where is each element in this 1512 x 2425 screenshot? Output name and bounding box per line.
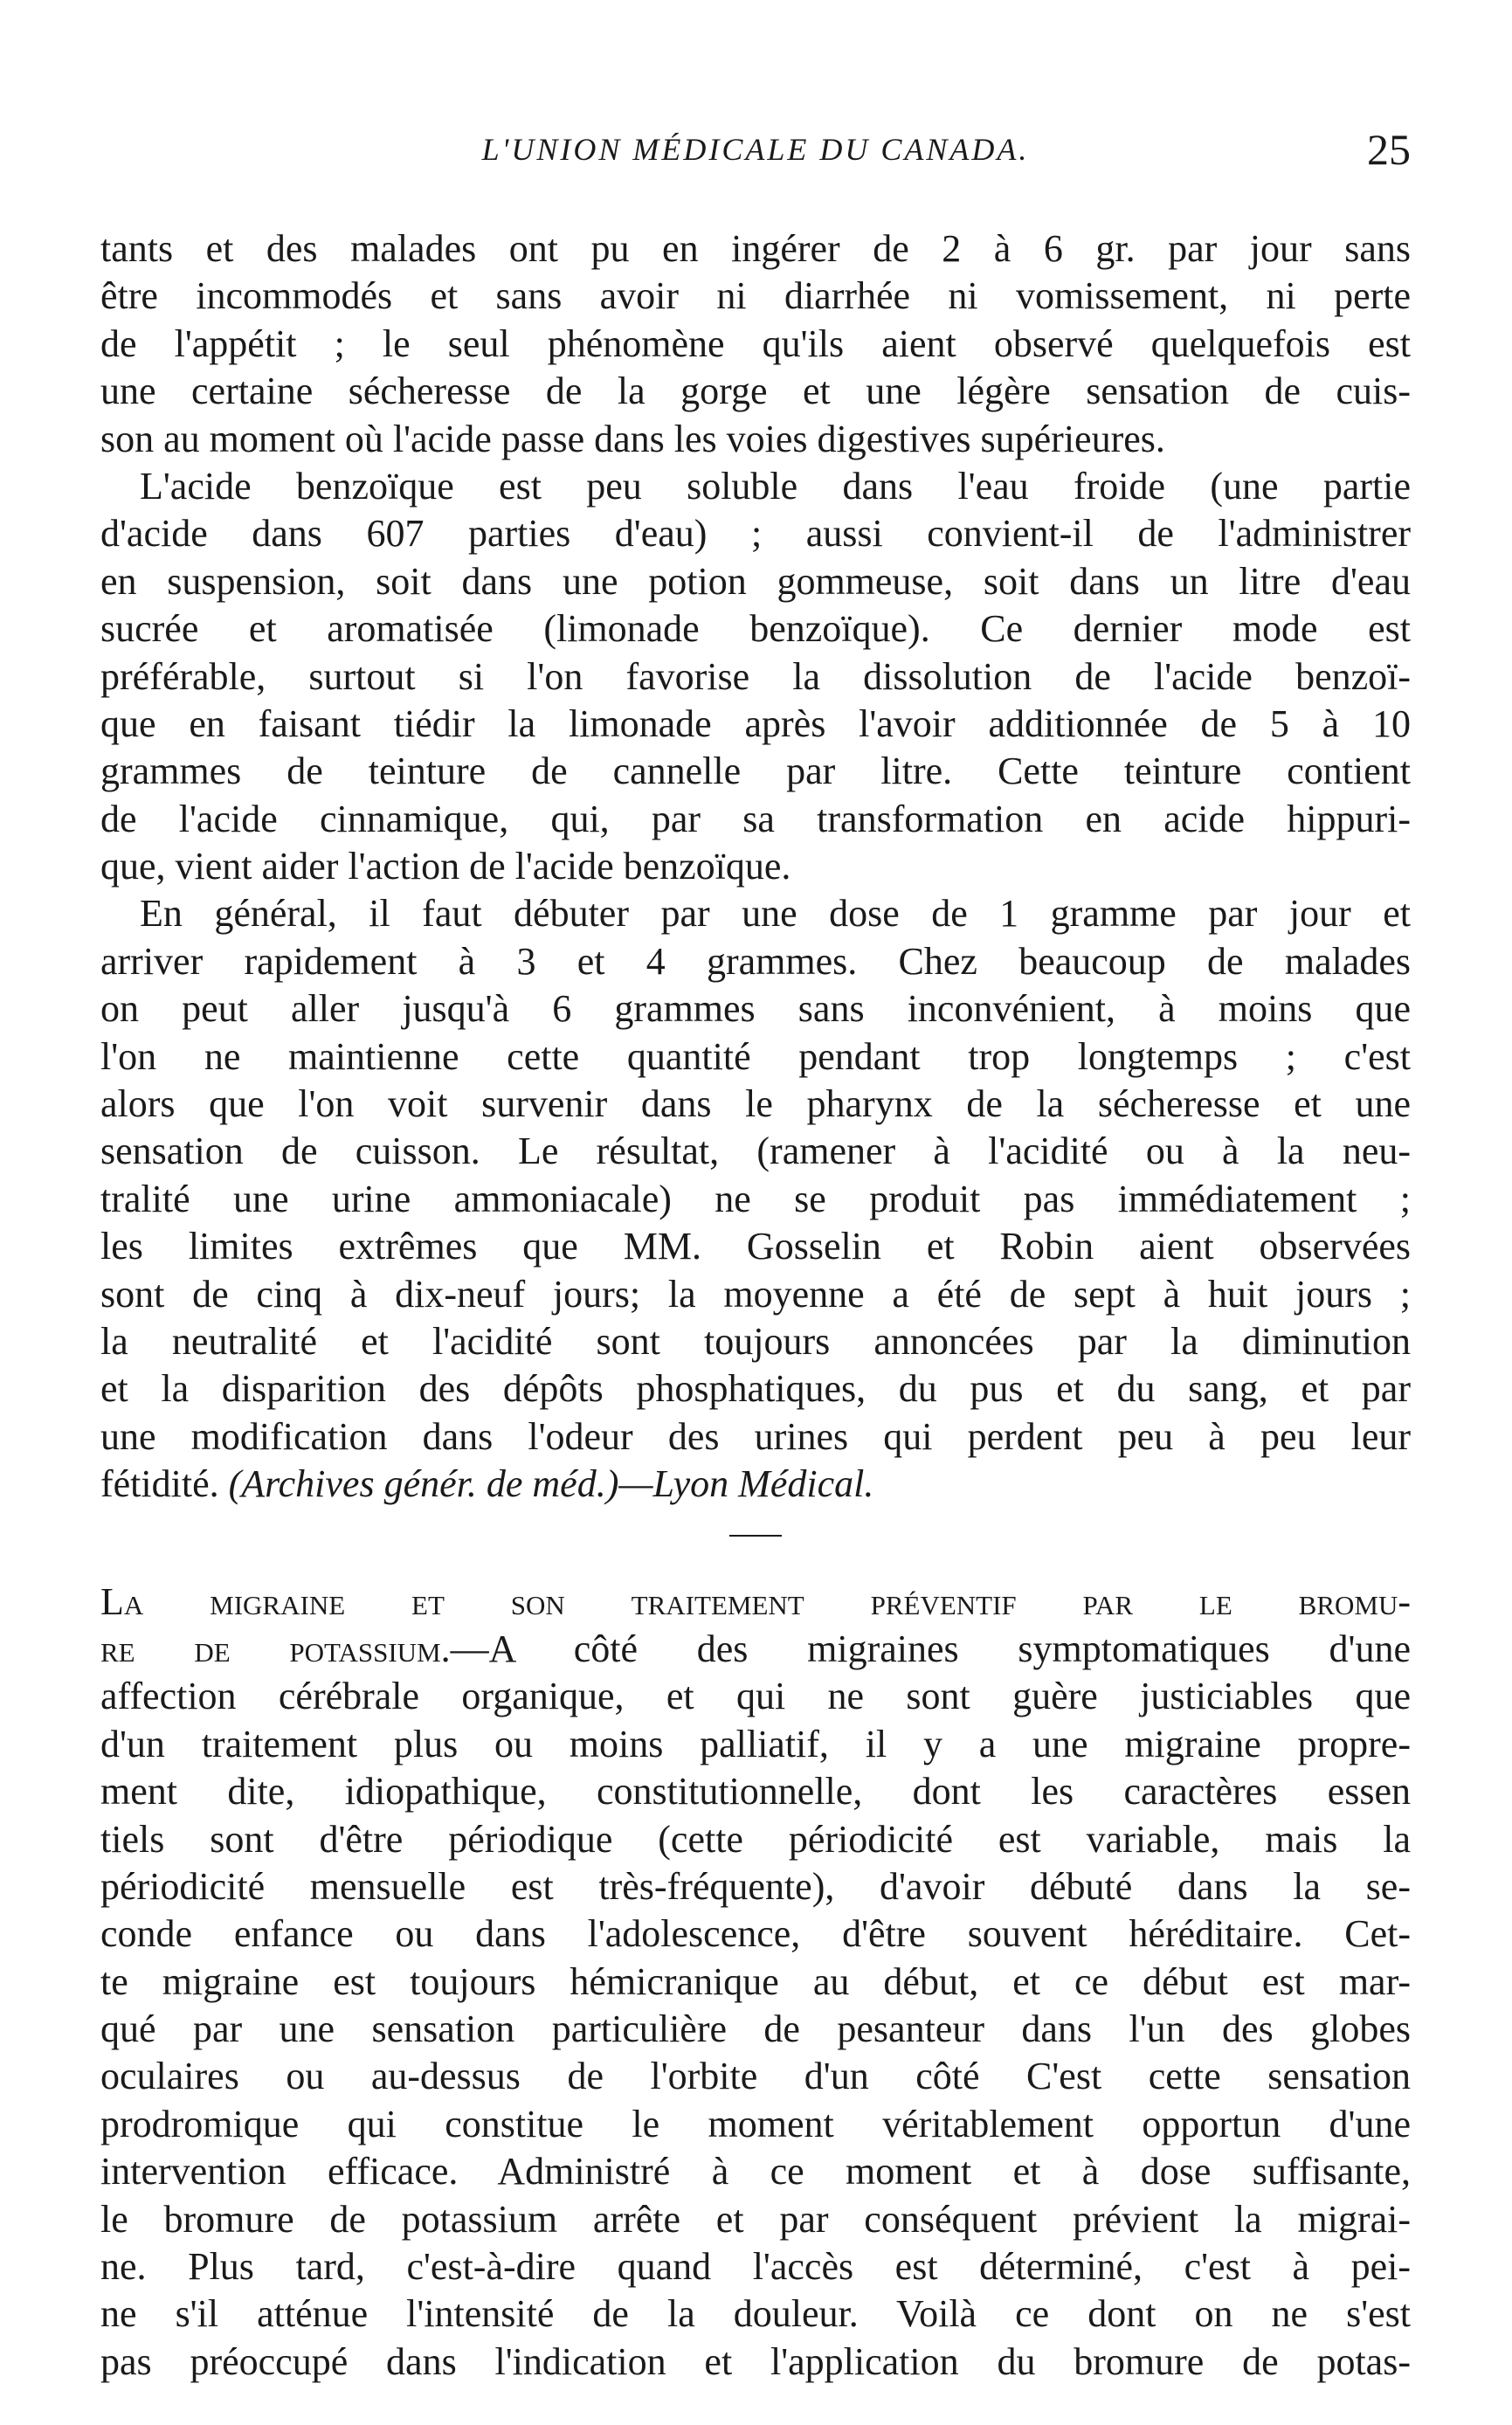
text-line: te migraine est toujours hémicranique au début, et ce début est mar- bbox=[100, 1959, 1411, 2003]
text-line: ne s'il atténue l'intensité de la douleur. Voilà ce dont on ne s'est bbox=[100, 2292, 1411, 2336]
text-line: intervention efficace. Administré à ce moment et à dose suffisante, bbox=[100, 2150, 1411, 2194]
text-line: pas préoccupé dans l'indication et l'application du bromure de potas- bbox=[100, 2339, 1411, 2383]
body-text bbox=[100, 225, 1411, 2386]
spacer bbox=[100, 1554, 1411, 1579]
text-line: sensation de cuisson. Le résultat, (ramener à l'acidité ou à la neu- bbox=[100, 1130, 1411, 1173]
text-fragment: —A côté des migraines symptomatiques d'une bbox=[450, 1627, 1411, 1670]
text-line: périodicité mensuelle est très-fréquente), d'avoir débuté dans la se- bbox=[100, 1864, 1411, 1908]
text-line: L'acide benzoïque est peu soluble dans l'eau froide (une partie bbox=[140, 464, 1411, 508]
text-line: on peut aller jusqu'à 6 grammes sans inconvénient, à moins que bbox=[100, 987, 1411, 1031]
page-number: 25 bbox=[1367, 125, 1411, 174]
section-heading: La migraine et son traitement préventif par le bromu- bbox=[100, 1579, 1411, 1623]
text-line: que, vient aider l'action de l'acide benzoïque. bbox=[100, 845, 791, 888]
text-line: une modification dans l'odeur des urines qui perdent peu à peu leur bbox=[100, 1414, 1411, 1458]
text-line: être incommodés et sans avoir ni diarrhée ni vomissement, ni perte bbox=[100, 274, 1411, 318]
page-header bbox=[100, 125, 1411, 183]
running-title: L'UNION MÉDICALE DU CANADA. bbox=[481, 132, 1030, 167]
text-line: de l'acide cinnamique, qui, par sa transformation en acide hippuri- bbox=[100, 797, 1411, 840]
text-fragment: fétidité. bbox=[100, 1462, 229, 1506]
text-line: tiels sont d'être périodique (cette périodicité est variable, mais la bbox=[100, 1817, 1411, 1861]
text-line: préférable, surtout si l'on favorise la dissolution de l'acide benzoï- bbox=[100, 654, 1411, 698]
text-line: affection cérébrale organique, et qui ne sont guère justiciables que bbox=[100, 1675, 1411, 1718]
text-line: le bromure de potassium arrête et par conséquent prévient la migrai- bbox=[100, 2197, 1411, 2241]
text-line: ment dite, idiopathique, constitutionnelle, dont les caractères essen bbox=[100, 1770, 1411, 1814]
text-line: qué par une sensation particulière de pesanteur dans l'un des globes bbox=[100, 2007, 1411, 2051]
text-line: grammes de teinture de cannelle par litre. Cette teinture contient bbox=[100, 750, 1411, 793]
text-line: les limites extrêmes que MM. Gosselin et Robin aient observées bbox=[100, 1225, 1411, 1268]
text-line: de l'appétit ; le seul phénomène qu'ils aient observé quelquefois est bbox=[100, 321, 1411, 365]
text-line: d'acide dans 607 parties d'eau) ; aussi convient-il de l'administrer bbox=[100, 512, 1411, 556]
paragraph-1 bbox=[100, 225, 1411, 463]
text-line: une certaine sécheresse de la gorge et une légère sensation de cuis- bbox=[100, 370, 1411, 413]
paragraph-4 bbox=[100, 1579, 1411, 2387]
text-line: sont de cinq à dix-neuf jours; la moyenne a été de sept à huit jours ; bbox=[100, 1272, 1411, 1316]
text-line: que en faisant tiédir la limonade après l'avoir additionnée de 5 à 10 bbox=[100, 701, 1411, 745]
text-line: alors que l'on voit survenir dans le pharynx de la sécheresse et une bbox=[100, 1082, 1411, 1126]
text-line: en suspension, soit dans une potion gommeuse, soit dans un litre d'eau bbox=[100, 559, 1411, 603]
text-line bbox=[100, 1626, 1411, 1673]
text-line: ne. Plus tard, c'est-à-dire quand l'accès est déterminé, c'est à pei- bbox=[100, 2245, 1411, 2289]
paragraph-3 bbox=[100, 890, 1411, 1508]
text-line: arriver rapidement à 3 et 4 grammes. Chez beaucoup de malades bbox=[100, 939, 1411, 983]
text-line: la neutralité et l'acidité sont toujours annoncées par la diminution bbox=[100, 1319, 1411, 1363]
text-line: tralité une urine ammoniacale) ne se produit pas immédiatement ; bbox=[100, 1177, 1411, 1220]
text-line: son au moment où l'acide passe dans les voies digestives supérieures. bbox=[100, 417, 1165, 460]
text-line: oculaires ou au-dessus de l'orbite d'un côté C'est cette sensation bbox=[100, 2055, 1411, 2098]
section-heading-end: re de potassium. bbox=[100, 1627, 451, 1670]
text-line: sucrée et aromatisée (limonade benzoïque). Ce dernier mode est bbox=[100, 607, 1411, 651]
text-line: l'on ne maintienne cette quantité pendant trop longtemps ; c'est bbox=[100, 1034, 1411, 1078]
text-line: et la disparition des dépôts phosphatiques, du pus et du sang, et par bbox=[100, 1367, 1411, 1411]
text-line: d'un traitement plus ou moins palliatif, il y a une migraine propre- bbox=[100, 1722, 1411, 1765]
text-line: En général, il faut débuter par une dose de 1 gramme par jour et bbox=[140, 892, 1411, 936]
text-line: prodromique qui constitue le moment véritablement opportun d'une bbox=[100, 2102, 1411, 2145]
paragraph-2 bbox=[100, 463, 1411, 891]
text-line: conde enfance ou dans l'adolescence, d'être souvent héréditaire. Cet- bbox=[100, 1912, 1411, 1956]
text-line bbox=[100, 1461, 1411, 1508]
section-divider bbox=[729, 1535, 782, 1537]
source-citation: (Archives génér. de méd.)—Lyon Médical. bbox=[228, 1462, 874, 1506]
text-line: tants et des malades ont pu en ingérer de 2 à 6 gr. par jour sans bbox=[100, 227, 1411, 270]
